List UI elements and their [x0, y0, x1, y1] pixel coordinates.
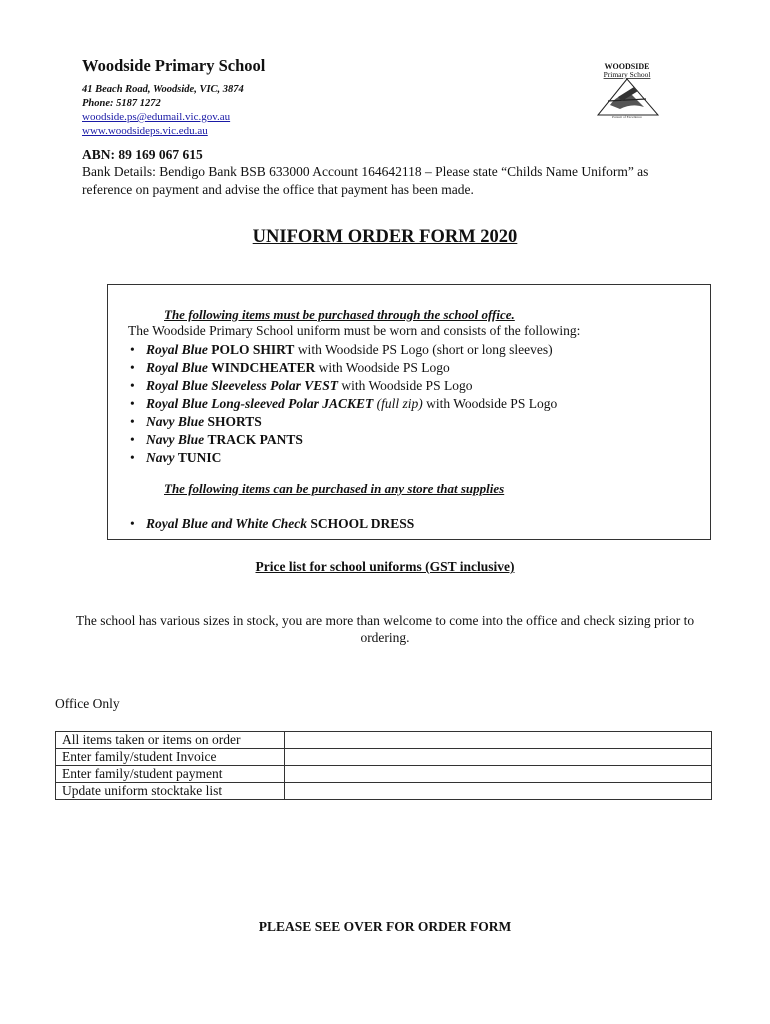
office-only-label: Office Only	[55, 696, 120, 711]
list-item	[128, 515, 414, 533]
school-logo	[588, 57, 666, 119]
item-colour: Navy Blue	[146, 432, 208, 447]
item-colour: Navy	[146, 450, 178, 465]
item-name: Sleeveless Polar VEST	[211, 378, 339, 393]
item-detail: with Woodside PS Logo (short or long sleeves)	[294, 342, 553, 357]
table-row	[56, 749, 712, 766]
item-name: TUNIC	[177, 450, 222, 465]
office-task-field[interactable]	[285, 766, 712, 783]
uniform-item-list	[128, 341, 557, 467]
item-name: POLO SHIRT	[211, 342, 295, 357]
see-over-note: PLEASE SEE OVER FOR ORDER FORM	[258, 919, 512, 934]
school-crest-triangle-icon	[588, 57, 666, 119]
svg-text:Primary School: Primary School	[603, 70, 651, 79]
uniform-items-box	[107, 284, 711, 540]
website-link[interactable]: www.woodsideps.vic.edu.au	[82, 125, 208, 137]
uniform-intro: The Woodside Primary School uniform must be worn and consists of the following:	[128, 323, 581, 338]
stock-note: The school has various sizes in stock, you are more than welcome to come into the office and check sizing prior to ordering.	[75, 613, 695, 645]
abn: ABN: 89 169 067 615	[82, 147, 203, 162]
office-task-label: Enter family/student payment	[56, 766, 285, 783]
item-name: TRACK PANTS	[207, 432, 303, 447]
item-name: Long-sleeved Polar JACKET	[211, 396, 374, 411]
office-task-field[interactable]	[285, 749, 712, 766]
price-list-heading: Price list for school uniforms (GST inclusive)	[255, 559, 515, 574]
form-title: UNIFORM ORDER FORM 2020	[252, 227, 518, 247]
svg-text:Pursuit of Excellence: Pursuit of Excellence	[612, 115, 642, 119]
school-address: 41 Beach Road, Woodside, VIC, 3874	[82, 84, 244, 95]
item-colour: Royal Blue	[146, 342, 212, 357]
svg-text:WOODSIDE: WOODSIDE	[604, 62, 650, 71]
item-colour: Navy Blue	[146, 414, 208, 429]
table-row	[56, 766, 712, 783]
list-item	[128, 413, 557, 431]
table-row	[56, 783, 712, 800]
school-phone: Phone: 5187 1272	[82, 98, 161, 109]
item-colour: Royal Blue	[146, 396, 212, 411]
item-colour: Royal Blue	[146, 360, 212, 375]
item-detail: with Woodside PS Logo	[315, 360, 450, 375]
list-item	[128, 431, 557, 449]
office-task-label: All items taken or items on order	[56, 732, 285, 749]
item-note: (full zip)	[373, 396, 423, 411]
school-name: Woodside Primary School	[82, 56, 266, 75]
store-items-heading: The following items can be purchased in any store that supplies	[164, 481, 505, 496]
table-row	[56, 732, 712, 749]
list-item	[128, 377, 557, 395]
office-task-field[interactable]	[285, 783, 712, 800]
bank-details: Bank Details: Bendigo Bank BSB 633000 Account 164642118 – Please state “Childs Name Uniform” as reference on payment and advise the office that payment has been made.	[82, 164, 649, 197]
office-task-label: Update uniform stocktake list	[56, 783, 285, 800]
list-item	[128, 449, 557, 467]
item-detail: with Woodside PS Logo	[422, 396, 558, 411]
office-table	[55, 731, 712, 800]
item-detail: with Woodside PS Logo	[338, 378, 473, 393]
item-colour: Royal Blue and White Check	[146, 516, 311, 531]
office-items-heading: The following items must be purchased through the school office.	[164, 307, 515, 322]
office-task-label: Enter family/student Invoice	[56, 749, 285, 766]
item-name: SHORTS	[207, 414, 262, 429]
list-item	[128, 395, 557, 413]
list-item	[128, 359, 557, 377]
email-link[interactable]: woodside.ps@edumail.vic.gov.au	[82, 111, 231, 123]
item-name: SCHOOL DRESS	[310, 516, 415, 531]
item-name: WINDCHEATER	[211, 360, 316, 375]
store-item-list	[128, 515, 414, 533]
office-task-field[interactable]	[285, 732, 712, 749]
list-item	[128, 341, 557, 359]
item-colour: Royal Blue	[146, 378, 212, 393]
